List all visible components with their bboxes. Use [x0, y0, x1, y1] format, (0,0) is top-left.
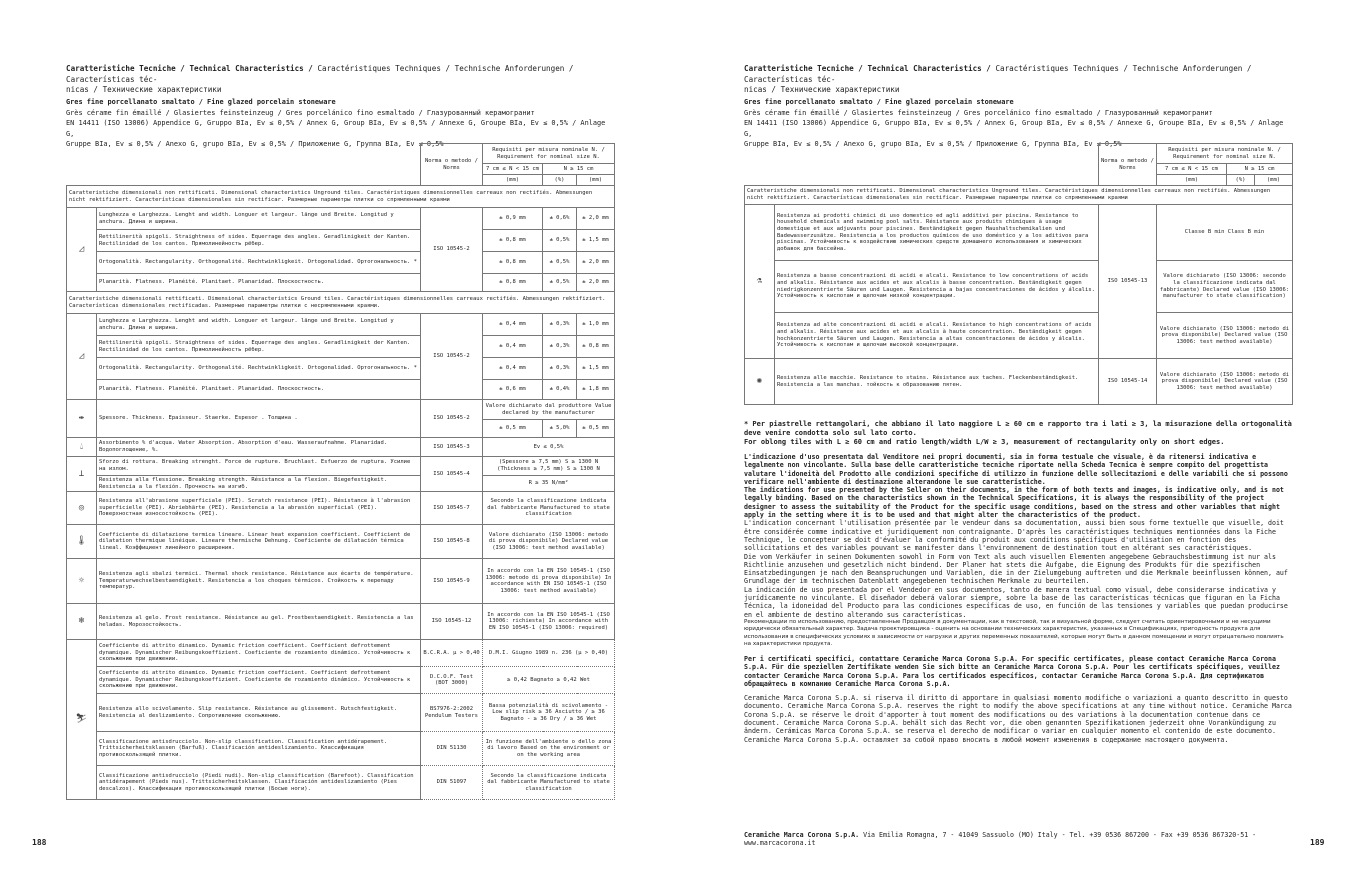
product-info: Gres fine porcellanato smaltato / Fine glazed porcelain stoneware Grès cérame fin émaillé / Glasiertes feinsteinzeug / Gres porcelánico fino esmaltado / Глазурованный керамогранит EN 14411 (ISO 13006) Appendice G, Gruppo BIa, Ev ≤ 0,5% / Annex G, Group BIa, Ev ≤ 0,5% / Annexe G, Groupe BIa, Ev ≤ 0,5% / Anlage G, Gruppe BIa, Ev ≤ 0,5% / Anexo G, grupo BIa, Ev ≤ 0,5% / Приложение G, Группа BIa, Ev ≤ 0,5%	[744, 98, 1284, 149]
header: Caratteristiche Tecniche / Technical Characteristics / Caractéristiques Techniques / Technische Anforderungen / Características téc- nicas / Технические характеристики	[66, 64, 574, 94]
section-unground: Caratteristiche dimensionali non rettificati. Dimensional characteristics Unground tiles. Caractéristiques dimensionnelles carreaux non rectifiés. Abmessungen nicht rektifiziert. Características dimensionales sin rectificar. Размерные параметры плитки со спрямленными краями	[67, 186, 615, 208]
product-title: Gres fine porcellanato smaltato / Fine glazed porcelain stoneware	[66, 98, 336, 106]
table-row: Rettilinerità spigoli. Straightness of sides. Equerrage des angles. Geradlinigkeit der Kanten. Rectilinidad de los cantos. Прямолинейность рёбер.	[97, 230, 421, 252]
thermal-shock-icon: ☼	[67, 559, 97, 604]
notes: * Per piastrelle rettangolari, che abbiano il lato maggiore L ≥ 60 cm e rapporto tra i lati ≥ 3, la misurazione della ortogonalità deve venire condotta solo sul lato corto. For oblong tiles with L ≥ 60 cm and ratio length/width L/W ≥ 3, measurement of rectangularity only on short edges. L'indicazione d'uso presentata dal Venditore nei propri documenti, sia in forma testuale che visuale, è da ritenersi indicativa e legalmente non vincolante. Sulla base delle caratteristiche tecniche riportate nella Scheda Tecnica è sempre compito del progettista valutare l'idoneità del Prodotto alle condizioni specifiche di utilizzo in funzione delle sollecitazioni e delle variabili che si possono verificare nell'ambiente di destinazione alterandone le sue caratteristiche. The indications for use presented by the Seller on their documents, in the form of both texts and images, is indicative only, and is not legally binding. Based on the characteristics shown in the Technical Specifications, it is always the responsibility of the project designer to assess the suitability of the Product for the specific usage conditions, based on the stress and other variables that might apply in the setting where it is to be used and that might alter the characteristics of the product. L'indication concernant l'utilisation présentée par le vendeur dans sa documentation, aussi bien sous forme textuelle que visuelle, doit être considérée comme indicative et juridiquement non contraignante. D'après les caractéristiques techniques mentionnées dans la Fiche Technique, le concepteur se doit d'évaluer la conformité du produit aux conditions spécifiques d'utilisation en fonction des sollicitations et des variables pouvant se manifester dans l'environnement de destination tout en altérant ses caractéristiques. Die vom Verkäufer in seinen Dokumenten sowohl in Form von Text als auch visuellen Elementen angegebene Gebrauchsbestimmung ist nur als Richtlinie anzusehen und gesetzlich nicht bindend. Der Planer hat stets die Aufgabe, die Eignung des Produkts für die spezifischen Einsatzbedingungen je nach den Beanspruchungen und Variablen, die in der Zielumgebung auftreten und die Merkmale beeinflussen können, auf Grundlage der im technischen Datenblatt angegebenen technischen Merkmale zu beurteilen. La indicación de uso presentada por el Vendedor en sus documentos, tanto de manera textual como visual, debe considerarse indicativa y jurídicamente no vinculante. El diseñador deberá valorar siempre, sobre la base de las características técnicas que figuran en la Ficha Técnica, la idoneidad del Producto para las condiciones específicas de uso, en función de las tensiones y variables que puedan producirse en el ambiente de destino alterando sus características. Рекомендации по использованию, предоставленные Продавцом в документации, как в текстовой, так и визуальной форме, следует считать ориентировочными и не несущими юридически обязательный характер. Задача проектировщика - оценить на основании технических характеристик, указанных в Спецификациях, пригодность продукта для использования в специфических условиях в зависимости от нагрузки и других переменных показателей, которые могут быть в данном помещении и могут отрицательно повлиять на характеристики продукта. Per i certificati specifici, contattare Ceramiche Marca Corona S.p.A. For specific certificates, please contact Ceramiche Marca Corona S.p.A. Für die speziellen Zertifikate wenden Sie sich bitte an Ceramiche Marca Corona S.p.A. Pour les certificats spécifiques, veuillez contacter Ceramiche Marca Corona S.p.A. Para los certificados específicos, contactar Ceramiche Marca Corona S.p.A. Для сертификатов обращайтесь в компанию Ceramiche Marca Corona S.p.A. Ceramiche Marca Corona S.p.A. si riserva il diritto di apportare in qualsiasi momento modifiche o variazioni a quanto descritto in questo documento. Ceramiche Marca Corona S.p.A. reserves the right to modify the above specifications at any time without notice. Ceramiche Marca Corona S.p.A. se réserve le droit d'apporter à tout moment des modifications ou des variations à la documentation contenue dans ce document. Ceramiche Marca Corona S.p.A. behält sich das Recht vor, die oben genannten Spezifikationen jederzeit ohne Vorankündigung zu ändern. Cerámicas Marca Corona S.p.A. se reserva el derecho de modificar o variar en cualquier momento el contenido de este documento. Ceramiche Marca Corona S.p.A. оставляет за собой право вносить в любой момент изменения в содержание настоящего документа.	[744, 420, 1292, 744]
table-row: Resistenza all'abrasione superficiale (PEI). Scratch resistance (PEI). Résistance à l'abrasion superficielle (PEI). Abriebhärte (PEI). Resistencia a la abrasión superficial (PEI). Поверхностная износостойкость (PEI).	[97, 492, 421, 525]
thickness-icon: ⇹	[67, 400, 97, 438]
thermal-icon: 🌡︎	[67, 525, 97, 559]
norm-header: Norma o metodo / Norms	[421, 144, 483, 186]
table-row: Spessore. Thickness. Epaisseur. Staerke. Espesor . Толщина .	[97, 400, 421, 438]
right-page	[678, 0, 1356, 881]
req-header: Requisiti per misura nominale N. / Requirement for nominal size N.	[483, 144, 615, 164]
table-row: Resistenza agli sbalzi termici. Thermal shock resistance. Résistance aux écarts de température. Temperaturwechselbestaendigkeit. Resistencia a los choques térmicos. Стойкость к перепаду температур.	[97, 559, 421, 604]
table-row: Ortogonalità. Rectangularity. Orthogonalité. Rechtwinkligkeit. Ortogonalidad. Ортогональность. *	[97, 358, 421, 380]
table-row: Resistenza ad alte concentrazioni di acidi e alcali. Resistance to high concentrations of acids and alkalis. Résistance aux acides et aux alcalis à haute concentration. Beständigkeit gegen hochkonzentrierte Säuren und Laugen. Resistencia a altas concentraciones de ácidos y álcalis. Устойчивость к кислотам и щелочам высокой концентрации.	[775, 313, 1099, 359]
table-row: Resistenza allo scivolamento. Slip resistance. Résistance au glissement. Rutschfestigkeit. Resistencia al deslizamiento. Сопротивление скольжению.	[97, 694, 421, 732]
table-row: Coefficiente di attrito dinamico. Dynamic friction coefficient. Coefficient defrottement dynamique. Dynamischer Reibungskoeffizient. Coeficiente de rozamiento dinámico. Устойчивость к скольжению при движении.	[97, 667, 421, 694]
table-row: Rettilinerità spigoli. Straightness of sides. Equerrage des angles. Geradlinigkeit der Kanten. Rectilinidad de los cantos. Прямолинейность рёбер.	[97, 336, 421, 358]
footer: Ceramiche Marca Corona S.p.A. Via Emilia Romagna, 7 - 41049 Sassuolo (MO) Italy - Tel. +39 0536 867200 - Fax +39 0536 867320-51 - www.marcacorona.it	[744, 831, 1257, 847]
table-row: Sforzo di rottura. Breaking strenght. Force de rupture. Bruchlast. Esfuerzo de ruptura. Усилие на излом.	[97, 457, 421, 476]
table-row: Assorbimento % d'acqua. Water Absorption. Absorption d'eau. Wasseraufnahme. Planaridad. Водопоглощение, %.	[97, 438, 421, 457]
table-row: Coefficiente di attrito dinamico. Dynamic friction coefficient. Coefficient defrottement dynamique. Dynamischer Reibungskoeffizient. Coeficiente de rozamiento dinámico. Устойчивость к скольжению при движении.	[97, 640, 421, 667]
ruler-square-icon: ◿	[67, 314, 97, 400]
spec-table-right: Norma o metodo / Norms Requisiti per misura nominale N. / Requirement for nominal size N. 7 cm ≤ N < 15 cm N ≥ 15 cm (mm) (%) (mm) Caratteristiche dimensionali non rettificati. Dimensional characteristics Unground tiles. Caractéristiques dimensionnelles carreaux non rectifiés. Abmessungen nicht rektifiziert. Características dimensionales sin rectificar. Размерные параметры плитки со спрямленными краями ⚗ Resistenza ai prodotti chimici di uso domestico ed agli additivi per piscina. Resistance to household chemicals and swimming pool salts. Résistance aux produits chimiques à usage domestique et aux adjuvants pour piscines. Beständigkeit gegen Haushaltschemikalien und Badewasserzusätze. Resistencia a los productos químicos de uso doméstico y a los aditivos para piscinas. Устойчивость к воздействию химических средств домашнего использования и химических добавок для бассейна. ISO 10545-13 Classe B min Class B min Resistenza a basse concentrazioni di acidi e alcali. Resistance to low concentrations of acids and alkalis. Résistance aux acides et aux alcalis à basse concentration. Beständigkeit gegen niedrigkonzentrierte Säuren und Laugen. Resistencia a bajas concentraciones de ácidos y álcalis. Устойчивость к кислотам и щелочам низкой концентрации. Valore dichiarato (ISO 13006: secondo la classificazione indicata dal fabbricante) Declared value (ISO 13006: manufacturer to state classification) Resistenza ad alte concentrazioni di acidi e alcali. Resistance to high concentrations of acids and alkalis. Résistance aux acides et aux alcalis à haute concentration. Beständigkeit gegen hochkonzentrierte Säuren und Laugen. Resistencia a altas concentraciones de ácidos y álcalis. Устойчивость к кислотам и щелочам высокой концентрации. Valore dichiarato (ISO 13006: metodo di prova disponibile) Declared value (ISO 13006: test method available) ✺ Resistenza alle macchie. Resistance to stains. Résistance aux taches. Fleckenbeständigkeit. Resistencia a las manchas. тойкость к образованию пятен. ISO 10545-14 Valore dichiarato (ISO 13006: metodo di prova disponibile) Declared value (ISO 13006: test method available)	[744, 143, 1293, 405]
table-row: Ortogonalità. Rectangularity. Orthogonalité. Rechtwinkligkeit. Ortogonalidad. Ортогональность. *	[97, 252, 421, 274]
frost-icon: ❄	[67, 604, 97, 640]
table-row: Lunghezza e Larghezza. Lenght and width. Longuer et largeur. länge und Breite. Longitud y anchura. Длина и ширина.	[97, 314, 421, 336]
stain-icon: ✺	[745, 359, 775, 405]
header: Caratteristiche Tecniche / Technical Characteristics / Caractéristiques Techniques / Technische Anforderungen / Características téc- nicas / Технические характеристики	[744, 64, 1252, 94]
page-number-left: 188	[32, 838, 47, 847]
product-info: Gres fine porcellanato smaltato / Fine glazed porcelain stoneware Grès cérame fin émaillé / Glasiertes feinsteinzeug / Gres porcelánico fino esmaltado / Глазурованный керамогранит EN 14411 (ISO 13006) Appendice G, Gruppo BIa, Ev ≤ 0,5% / Annex G, Group BIa, Ev ≤ 0,5% / Annexe G, Groupe BIa, Ev ≤ 0,5% / Anlage G, Gruppe BIa, Ev ≤ 0,5% / Anexo G, grupo BIa, Ev ≤ 0,5% / Приложение G, Группа BIa, Ev ≤ 0,5%	[66, 97, 614, 150]
page-number-right: 189	[1310, 838, 1325, 847]
slip-icon: ⛷︎	[67, 640, 97, 800]
table-row: Classificazione antisdrucciolo (Piedi nudi). Non-slip classification (Barefoot). Classification antidérapement (Pieds nus). Trittsicherheitsklassen. Clasificación antideslizamiento (Pies descalzos). Классификация противоскользящей плитки (Босые ноги).	[97, 766, 421, 800]
table-row: Coefficiente di dilatazione termica lineare. Linear heat expansion coefficient. Coefficient de dilatation thermique linéique. Lineare thermische Dehnung. Coeficiente de dilatación térmica lineal. Коэффициент линейного расширения.	[97, 525, 421, 559]
chemical-icon: ⚗	[745, 205, 775, 359]
section-ground: Caratteristiche dimensionali rettificati. Dimensional characteristics Ground tiles. Caractéristiques dimensionnelles carreaux rectifiés. Abmessungen rektifiziert. Características dimensionales rectificadas. Размерные параметры плитки с несрямленными краями.	[67, 292, 615, 314]
table-row: Resistenza ai prodotti chimici di uso domestico ed agli additivi per piscina. Resistance to household chemicals and swimming pool salts. Résistance aux produits chimiques à usage domestique et aux adjuvants pour piscines. Beständigkeit gegen Haushaltschemikalien und Badewasserzusätze. Resistencia a los productos químicos de uso doméstico y a los aditivos para piscinas. Устойчивость к воздействию химических средств домашнего использования и химических добавок для бассейна.	[775, 205, 1099, 261]
table-row: Resistenza alle macchie. Resistance to stains. Résistance aux taches. Fleckenbeständigkeit. Resistencia a las manchas. тойкость к образованию пятен.	[775, 359, 1099, 405]
table-row: Classificazione antisdrucciolo. Non-slip classification. Classification antidérapement. Trittsicherheitsklassen (Barfuß). Clasificación antideslizamiento. Классификация противоскользящей плитки.	[97, 732, 421, 766]
table-row: Resistenza a basse concentrazioni di acidi e alcali. Resistance to low concentrations of acids and alkalis. Résistance aux acides et aux alcalis à basse concentration. Beständigkeit gegen niedrigkonzentrierte Säuren und Laugen. Resistencia a bajas concentraciones de ácidos y álcalis. Устойчивость к кислотам и щелочам низкой концентрации.	[775, 261, 1099, 313]
table-row: Planarità. Flatness. Planéité. Planitaet. Planaridad. Плоскостность.	[97, 274, 421, 292]
breaking-icon: ⊥	[67, 457, 97, 492]
table-row: Lunghezza e Larghezza. Lenght and width. Longuer et largeur. länge und Breite. Longitud y anchura. Длина и ширина.	[97, 208, 421, 230]
table-row: Planarità. Flatness. Planéité. Planitaet. Planaridad. Плоскостность.	[97, 380, 421, 400]
water-drop-icon: 💧︎	[67, 438, 97, 457]
abrasion-icon: ◎	[67, 492, 97, 525]
table-row: Resistenza alla flessione. Breaking strength. Résistance a la flexion. Biegefestigkeit. Resistencia a la flexión. Прочность на изгиб.	[97, 476, 421, 492]
spec-table-left: Norma o metodo / Norms Requisiti per misura nominale N. / Requirement for nominal size N. 7 cm ≤ N < 15 cm N ≥ 15 cm (mm) (%) (mm) Caratteristiche dimensionali non rettificati. Dimensional characteristics Unground tiles. Caractéristiques dimensionnelles carreaux non rectifiés. Abmessungen nicht rektifiziert. Características dimensionales sin rectificar. Размерные параметры плитки со спрямленными краями ◿ Lunghezza e Larghezza. Lenght and width. Longuer et largeur. länge und Breite. Longitud y anchura. Длина и ширина. ISO 10545-2 ± 0,9 mm ± 0,6% ± 2,0 mm Rettilinerità spigoli. Straightness of sides. Equerrage des angles. Geradlinigkeit der Kanten. Rectilinidad de los cantos. Прямолинейность рёбер. ± 0,8 mm ± 0,5% ± 1,5 mm Ortogonalità. Rectangularity. Orthogonalité. Rechtwinkligkeit. Ortogonalidad. Ортогональность. * ± 0,8 mm ± 0,5% ± 2,0 mm Planarità. Flatness. Planéité. Planitaet. Planaridad. Плоскостность. ± 0,8 mm ± 0,5% ± 2,0 mm Caratteristiche dimensionali rettificati. Dimensional characteristics Ground tiles. Caractéristiques dimensionnelles carreaux rectifiés. Abmessungen rektifiziert. Características dimensionales rectificadas. Размерные параметры плитки с несрямленными краями. ◿ Lunghezza e Larghezza. Lenght and width. Longuer et largeur. länge und Breite. Longitud y anchura. Длина и ширина. ISO 10545-2 ± 0,4 mm ± 0,3% ± 1,0 mm Rettilinerità spigoli. Straightness of sides. Equerrage des angles. Geradlinigkeit der Kanten. Rectilinidad de los cantos. Прямолинейность рёбер. ± 0,4 mm ± 0,3% ± 0,8 mm Ortogonalità. Rectangularity. Orthogonalité. Rechtwinkligkeit. Ortogonalidad. Ортогональность. * ± 0,4 mm ± 0,3% ± 1,5 mm Planarità. Flatness. Planéité. Planitaet. Planaridad. Плоскостность. ± 0,6 mm ± 0,4% ± 1,8 mm ⇹ Spessore. Thickness. Epaisseur. Staerke. Espesor . Толщина . ISO 10545-2 Valore dichiarato dal produttore Value declared by the manufacturer ± 0,5 mm ± 5,0% ± 0,5 mm 💧︎ Assorbimento % d'acqua. Water Absorption. Absorption d'eau. Wasseraufnahme. Planaridad. Водопоглощение, %. ISO 10545-3 Ev ≤ 0,5% ⊥ Sforzo di rottura. Breaking strenght. Force de rupture. Bruchlast. Esfuerzo de ruptura. Усилие на излом. ISO 10545-4 (Spessore ≥ 7,5 mm) S ≥ 1300 N (Thickness ≥ 7,5 mm) S ≥ 1300 N Resistenza alla flessione. Breaking strength. Résistance a la flexion. Biegefestigkeit. Resistencia a la flexión. Прочность на изгиб. R ≥ 35 N/mm² ◎ Resistenza all'abrasione superficiale (PEI). Scratch resistance (PEI). Résistance à l'abrasion superficielle (PEI). Abriebhärte (PEI). Resistencia a la abrasión superficial (PEI). Поверхностная износостойкость (PEI). ISO 10545-7 Secondo la classificazione indicata dal fabbricante Manufactured to state classification 🌡︎ Coefficiente di dilatazione termica lineare. Linear heat expansion coefficient. Coefficient de dilatation thermique linéique. Lineare thermische Dehnung. Coeficiente de dilatación térmica lineal. Коэффициент линейного расширения. ISO 10545-8 Valore dichiarato (ISO 13006: metodo di prova disponibile) Declared value (ISO 13006: test method available) ☼ Resistenza agli sbalzi termici. Thermal shock resistance. Résistance aux écarts de température. Temperaturwechselbestaendigkeit. Resistencia a los choques térmicos. Стойкость к перепаду температур. ISO 10545-9 In accordo con la EN ISO 10545-1 (ISO 13006: metodo di prova disponibile) In accordance with EN ISO 10545-1 (ISO 13006: test method available) ❄ Resistenza al gelo. Frost resistance. Résistance au gel. Frostbestaendigkeit. Resistencia a las heladas. Морозостойкость. ISO 10545-12 In accordo con la EN ISO 10545-1 (ISO 13006: richiesta) In accordance with EN ISO 10545-1 (ISO 13006: required) ⛷︎ Coefficiente di attrito dinamico. Dynamic friction coefficient. Coefficient defrottement dynamique. Dynamischer Reibungskoeffizient. Coeficiente de rozamiento dinámico. Устойчивость к скольжению при движении. B.C.R.A. µ > 0,40 D.M.I. Giugno 1989 n. 236 (µ > 0,40) Coefficiente di attrito dinamico. Dynamic friction coefficient. Coefficient defrottement dynamique. Dynamischer Reibungskoeffizient. Coeficiente de rozamiento dinámico. Устойчивость к скольжению при движении. D.C.O.F. Test (BOT 3000) ≥ 0,42 Bagnato ≥ 0,42 Wet Resistenza allo scivolamento. Slip resistance. Résistance au glissement. Rutschfestigkeit. Resistencia al deslizamiento. Сопротивление скольжению. BS7976-2:2002 Pendulum Testers Bassa potenzialità di scivolamento - Low slip risk ≥ 36 Asciutto / ≥ 36 Bagnato - ≥ 36 Dry / ≥ 36 Wet Classificazione antisdrucciolo. Non-slip classification. Classification antidérapement. Trittsicherheitsklassen (Barfuß). Clasificación antideslizamiento. Классификация противоскользящей плитки. DIN 51130 In funzione dell'ambiente o dello zona di lavoro Based on the environment or on the working area Classificazione antisdrucciolo (Piedi nudi). Non-slip classification (Barefoot). Classification antidérapement (Pieds nus). Trittsicherheitsklassen. Clasificación antideslizamiento (Pies descalzos). Классификация противоскользящей плитки (Босые ноги). DIN 51097 Secondo la classificazione indicata dal fabbricante Manufactured to state classification	[66, 143, 615, 800]
ruler-square-icon: ◿	[67, 208, 97, 292]
table-row: Resistenza al gelo. Frost resistance. Résistance au gel. Frostbestaendigkeit. Resistencia a las heladas. Морозостойкость.	[97, 604, 421, 640]
